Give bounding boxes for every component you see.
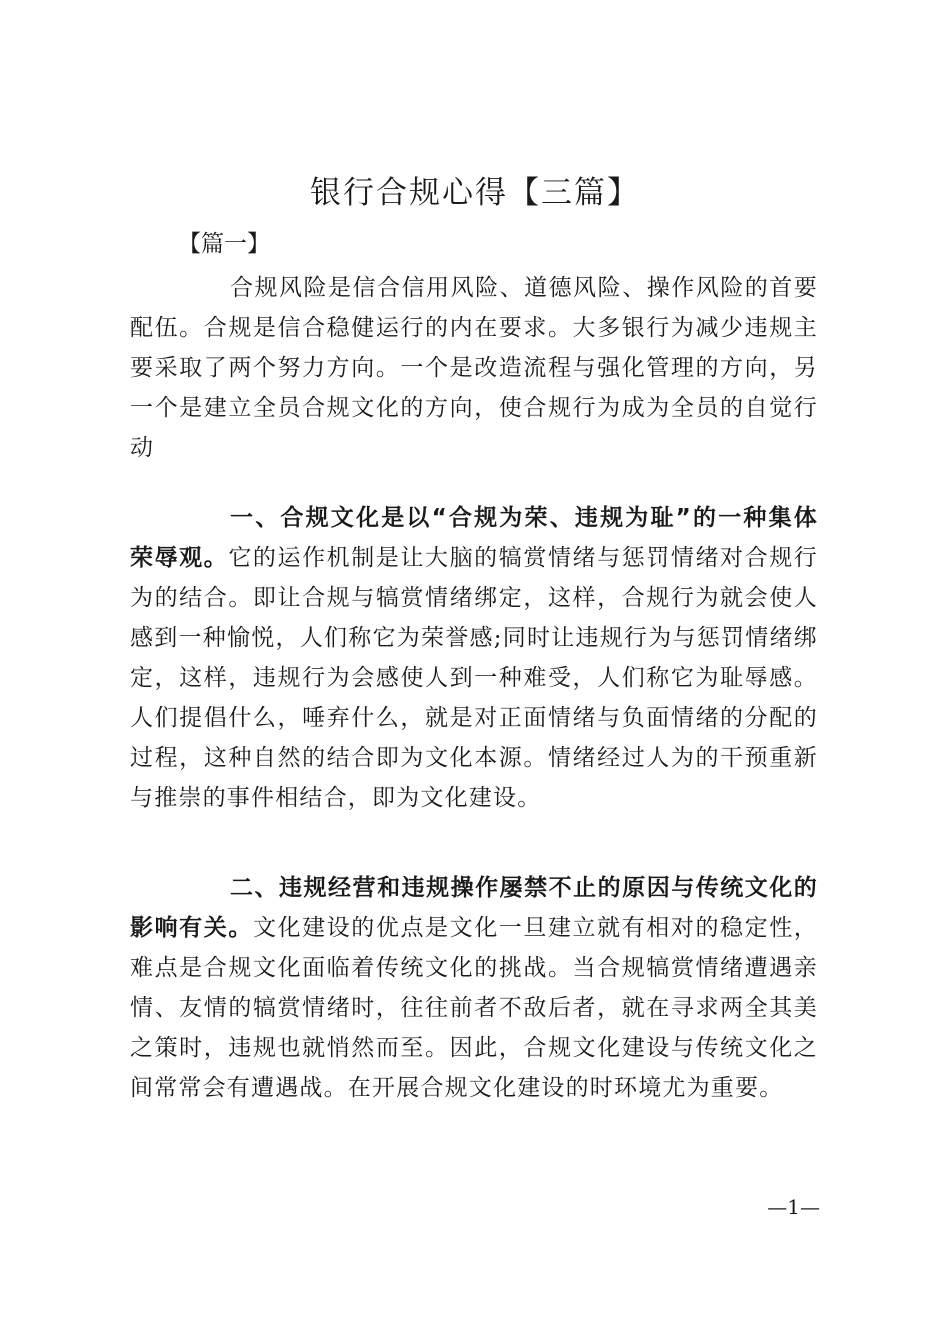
- paragraph-intro: [130, 268, 818, 468]
- document-title: 银行合规心得【三篇】: [310, 175, 640, 211]
- paragraph-point-one: [130, 498, 818, 818]
- page-number: —1—: [767, 1195, 820, 1219]
- paragraph-point-one-heading: 一、合规文化是以“合规为荣、违规为耻”的一种集体荣辱观。: [130, 505, 818, 571]
- paragraph-point-two: [130, 868, 818, 1108]
- paragraph-intro-text: 合规风险是信合信用风险、道德风险、操作风险的首要配伍。合规是信合稳健运行的内在要求。大多银行为减少违规主要采取了两个努力方向。一个是改造流程与强化管理的方向，另一个是建立全员合规文化的方向，使合规行为成为全员的自觉行动: [130, 275, 818, 461]
- paragraph-point-one-text: 它的运作机制是让大脑的犒赏情绪与惩罚情绪对合规行为的结合。即让合规与犒赏情绪绑定，这样，合规行为就会使人感到一种愉悦，人们称它为荣誉感;同时让违规行为与惩罚情绪绑定，这样，违规行为会感使人到一种难受，人们称它为耻辱感。人们提倡什么，唾弃什么，就是对正面情绪与负面情绪的分配的过程，这种自然的结合即为文化本源。情绪经过人为的干预重新与推崇的事件相结合，即为文化建设。: [130, 545, 818, 811]
- paragraph-point-two-heading: 二、违规经营和违规操作屡禁不止的原因与传统文化的影响有关。: [130, 875, 818, 941]
- section-label: 【篇一】: [178, 231, 270, 257]
- paragraph-point-two-text: 文化建设的优点是文化一旦建立就有相对的稳定性，难点是合规文化面临着传统文化的挑战。当合规犒赏情绪遭遇亲情、友情的犒赏情绪时，往往前者不敌后者，就在寻求两全其美之策时，违规也就悄然而至。因此，合规文化建设与传统文化之间常常会有遭遇战。在开展合规文化建设的时环境尤为重要。: [130, 915, 819, 1101]
